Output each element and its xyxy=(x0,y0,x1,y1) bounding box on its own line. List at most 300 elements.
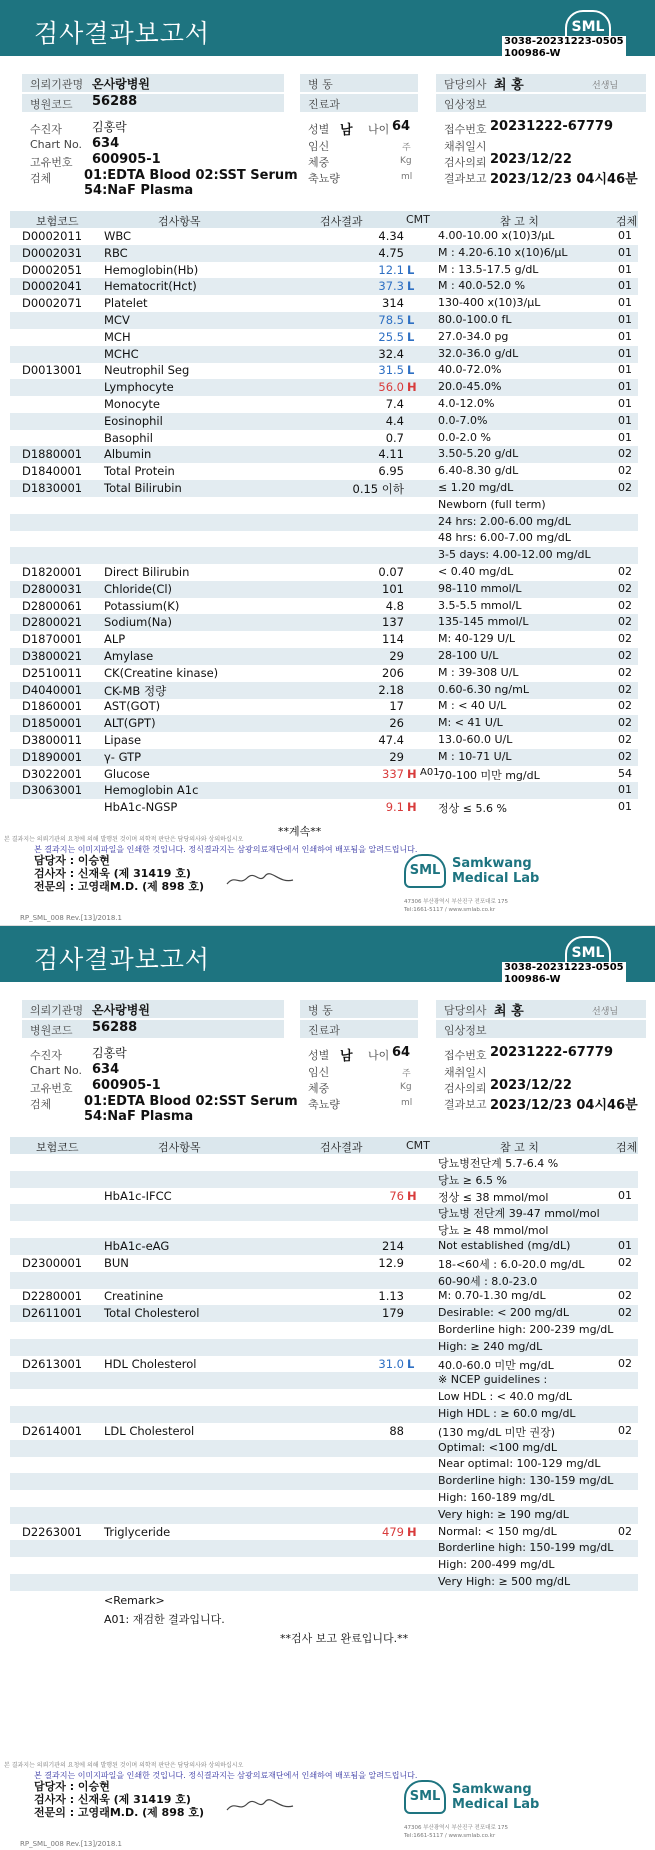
urine-unit: ml xyxy=(401,172,413,182)
specimen-label: 검체 xyxy=(30,1098,52,1111)
revision-label: RP_SML_008 Rev.[13]/2018.1 xyxy=(20,914,122,922)
row-result: 31.0 xyxy=(378,1356,404,1371)
urine-label: 축뇨량 xyxy=(308,172,340,185)
row-specimen: 02 xyxy=(618,464,632,478)
table-row xyxy=(10,1423,638,1440)
row-ref: M : 10-71 U/L xyxy=(438,749,512,763)
table-row xyxy=(10,614,638,631)
table-row xyxy=(10,1238,638,1255)
signature-icon xyxy=(225,1798,295,1814)
table-row xyxy=(10,480,638,497)
row-flag: L xyxy=(407,262,415,277)
table-row xyxy=(10,346,638,363)
chart-value: 634 xyxy=(92,136,120,151)
receipt-label: 접수번호 xyxy=(444,1049,487,1062)
row-item: HbA1c-eAG xyxy=(104,1239,170,1253)
row-ref: ≤ 1.20 mg/dL xyxy=(438,481,514,494)
row-result: 78.5 xyxy=(378,313,404,327)
row-item: HDL Cholesterol xyxy=(104,1356,197,1371)
specimen-value-1: 01:EDTA Blood 02:SST Serum xyxy=(84,1094,298,1109)
age-value: 64 xyxy=(392,119,411,134)
row-code: D1890001 xyxy=(22,749,83,764)
row-ref: 80.0-100.0 fL xyxy=(438,313,512,326)
urine-unit: ml xyxy=(401,1098,413,1108)
row-ref: 0.60-6.30 ng/mL xyxy=(438,682,529,696)
row-ref: M: 0.70-1.30 mg/dL xyxy=(438,1289,546,1303)
row-code: D2800061 xyxy=(22,598,83,613)
row-specimen: 54 xyxy=(618,766,632,780)
table-row xyxy=(10,1406,638,1423)
row-result: 6.95 xyxy=(378,464,404,479)
id-value: 600905-1 xyxy=(92,152,161,167)
row-code: D2800031 xyxy=(22,581,83,596)
samkwang-logo xyxy=(404,854,544,894)
row-specimen: 02 xyxy=(618,615,632,629)
row-item: Lymphocyte xyxy=(104,380,174,395)
sex-label: 성별 xyxy=(308,1049,330,1062)
row-result: 4.4 xyxy=(385,413,404,428)
table-row xyxy=(10,665,638,682)
doctor-value: 최 홍 xyxy=(494,78,524,93)
row-result: 26 xyxy=(389,716,404,731)
row-code: D4040001 xyxy=(22,682,83,697)
row-ref: Low HDL : < 40.0 mg/dL xyxy=(438,1390,572,1404)
row-item: RBC xyxy=(104,245,128,260)
clinical-label: 임상정보 xyxy=(444,1024,487,1037)
row-item: Sodium(Na) xyxy=(104,615,172,630)
table-row xyxy=(10,379,638,396)
row-specimen: 01 xyxy=(618,783,632,797)
table-row xyxy=(10,413,638,430)
pregnancy-label: 임신 xyxy=(308,140,330,153)
weight-label: 체중 xyxy=(308,1082,330,1095)
footer-notice: 본 결과지는 이미지파일을 인쇄한 것입니다. 정식결과지는 삼광의료재단에서 인쇄하여 배포됨을 알려드립니다. xyxy=(34,845,418,854)
table-row xyxy=(10,530,638,547)
row-ref: 0.0-7.0% xyxy=(438,413,488,427)
patient-info xyxy=(0,994,655,1124)
row-result: 37.3 xyxy=(378,279,404,294)
row-item: Direct Bilirubin xyxy=(104,565,190,579)
sex-value: 남 xyxy=(340,123,353,138)
row-item: MCH xyxy=(104,329,131,344)
table-row xyxy=(10,766,638,783)
row-flag: L xyxy=(407,313,415,327)
table-row xyxy=(10,1255,638,1272)
row-result: 32.4 xyxy=(378,346,404,361)
row-ref: 3.50-5.20 g/dL xyxy=(438,447,519,461)
row-specimen: 01 xyxy=(618,262,632,276)
examiner-line: 검사자 : 신재욱 (제 31419 호) xyxy=(34,867,191,880)
row-result: 56.0 xyxy=(378,380,404,395)
row-result: 4.75 xyxy=(378,245,404,260)
table-row xyxy=(10,1171,638,1188)
chart-value: 634 xyxy=(92,1062,120,1077)
row-specimen: 01 xyxy=(618,346,632,360)
table-row xyxy=(10,1154,638,1171)
table-row xyxy=(10,1440,638,1457)
table-row xyxy=(10,295,638,312)
age-label: 나이 xyxy=(368,1049,390,1062)
row-specimen: 02 xyxy=(618,1306,632,1320)
table-row xyxy=(10,1221,638,1238)
footer-signatures xyxy=(34,1780,204,1819)
row-result: 0.7 xyxy=(385,430,404,445)
inst-label: 의뢰기관명 xyxy=(30,78,84,91)
row-specimen: 02 xyxy=(618,598,632,612)
row-ref: Borderline high: 200-239 mg/dL xyxy=(438,1323,614,1336)
row-ref: M : 4.20-6.10 x(10)6/μL xyxy=(438,245,568,259)
row-result: 88 xyxy=(389,1423,404,1438)
id-label: 고유번호 xyxy=(30,1082,73,1095)
hosp-code-value: 56288 xyxy=(92,94,138,109)
sex-value: 남 xyxy=(340,1049,353,1064)
row-code: D3063001 xyxy=(22,783,83,798)
patient-info xyxy=(0,68,655,198)
remark-title: <Remark> xyxy=(104,1594,165,1607)
row-ref: Desirable: < 200 mg/dL xyxy=(438,1306,570,1320)
lab-name-1: Samkwang xyxy=(452,1782,532,1797)
table-row xyxy=(10,497,638,514)
row-code: D1880001 xyxy=(22,447,83,462)
row-item: Amylase xyxy=(104,649,154,663)
row-specimen: 01 xyxy=(618,1239,632,1252)
report-id-line1: 3038-20231223-0505 xyxy=(504,36,624,47)
footer-tiny-text: 본 결과지는 의뢰기관의 요청에 의해 발행된 것이며 의학적 판단은 담당의사와 상의하십시오 xyxy=(4,1762,244,1769)
table-row xyxy=(10,446,638,463)
report-value: 2023/12/23 04시46분 xyxy=(490,1098,638,1113)
row-specimen: 01 xyxy=(618,380,632,394)
collect-label: 채취일시 xyxy=(444,1066,487,1079)
table-row xyxy=(10,1490,638,1507)
row-ref: High: ≥ 240 mg/dL xyxy=(438,1339,543,1353)
id-label: 고유번호 xyxy=(30,156,73,169)
row-code: D3022001 xyxy=(22,766,83,781)
row-item: MCV xyxy=(104,313,130,327)
table-row xyxy=(10,228,638,245)
table-row xyxy=(10,547,638,564)
row-code: D2611001 xyxy=(22,1306,83,1321)
row-result: 29 xyxy=(389,649,404,663)
table-row xyxy=(10,749,638,766)
row-code: D1850001 xyxy=(22,716,83,731)
handler-line: 담당자 : 이승현 xyxy=(34,854,110,867)
table-row xyxy=(10,564,638,581)
footer-signatures xyxy=(34,854,204,893)
receipt-value: 20231222-67779 xyxy=(490,1045,613,1060)
signature-icon xyxy=(225,872,295,888)
table-row xyxy=(10,1288,638,1305)
row-ref: 60-90세 : 8.0-23.0 xyxy=(438,1274,538,1288)
sml-logo-icon: SML xyxy=(565,10,611,44)
address-line-1: 47306 부산광역시 부산진구 전포대로 175 xyxy=(404,1825,509,1831)
row-code: D1860001 xyxy=(22,699,83,714)
row-ref: 당뇨병전단계 5.7-6.4 % xyxy=(438,1157,559,1170)
table-row xyxy=(10,581,638,598)
inst-value: 온사랑병원 xyxy=(92,1003,150,1017)
row-flag: L xyxy=(407,1356,415,1371)
table-row xyxy=(10,682,638,699)
row-ref: 48 hrs: 6.00-7.00 mg/dL xyxy=(438,531,571,545)
report-label: 결과보고 xyxy=(444,172,487,185)
row-item: Potassium(K) xyxy=(104,598,180,613)
row-ref: (130 mg/dL 미만 권장) xyxy=(438,1425,556,1439)
row-item: ALP xyxy=(104,632,126,647)
row-code: D0002071 xyxy=(22,296,83,311)
specialist-line: 전문의 : 고영래M.D. (제 898 호) xyxy=(34,880,205,893)
table-row xyxy=(10,698,638,715)
row-ref: 70-100 미만 mg/dL xyxy=(438,768,540,782)
row-item: Glucose xyxy=(104,766,150,781)
handler-line: 담당자 : 이승현 xyxy=(34,1780,110,1793)
table-row xyxy=(10,1456,638,1473)
inst-value: 온사랑병원 xyxy=(92,77,150,91)
row-result: 137 xyxy=(382,615,404,630)
th-ref: 참 고 치 xyxy=(500,215,539,228)
row-ref: 20.0-45.0% xyxy=(438,380,502,394)
row-specimen: 01 xyxy=(618,296,632,310)
row-code: D2800021 xyxy=(22,615,83,630)
lab-name xyxy=(452,856,539,886)
row-ref: 정상 ≤ 38 mmol/mol xyxy=(438,1190,549,1204)
footer-notice: 본 결과지는 이미지파일을 인쇄한 것입니다. 정식결과지는 삼광의료재단에서 인쇄하여 배포됨을 알려드립니다. xyxy=(34,1771,418,1780)
weight-unit: Kg xyxy=(400,1082,412,1092)
sml-logo-icon: SML xyxy=(404,854,446,888)
table-row xyxy=(10,631,638,648)
row-ref: High: 160-189 mg/dL xyxy=(438,1491,555,1504)
lab-name xyxy=(452,1782,539,1812)
table-row xyxy=(10,278,638,295)
results-table-header xyxy=(10,211,638,228)
specimen-value-2: 54:NaF Plasma xyxy=(84,183,194,198)
row-ref: 98-110 mmol/L xyxy=(438,581,522,595)
row-specimen: 01 xyxy=(618,1188,632,1202)
table-row xyxy=(10,732,638,749)
row-flag: H xyxy=(407,1524,417,1539)
row-result: 29 xyxy=(389,749,404,764)
table-row xyxy=(10,1524,638,1541)
row-specimen: 02 xyxy=(618,481,632,494)
doctor-label: 담당의사 xyxy=(444,1004,487,1017)
row-code: D2510011 xyxy=(22,665,83,680)
specimen-label: 검체 xyxy=(30,172,52,185)
row-result: 179 xyxy=(382,1306,404,1321)
th-result: 검사결과 xyxy=(320,1141,363,1154)
row-item: Creatinine xyxy=(104,1289,164,1304)
row-item: Eosinophil xyxy=(104,413,163,428)
table-row xyxy=(10,329,638,346)
pregnancy-label: 임신 xyxy=(308,1066,330,1079)
row-specimen: 02 xyxy=(618,1423,632,1437)
row-result: 31.5 xyxy=(378,363,404,378)
row-result: 0.15 이하 xyxy=(352,482,404,496)
row-ref: 40.0-72.0% xyxy=(438,363,502,377)
table-row xyxy=(10,463,638,480)
row-ref: 당뇨 ≥ 48 mmol/mol xyxy=(438,1224,549,1238)
report-id-line1: 3038-20231223-0505 xyxy=(504,962,624,973)
row-ref: 4.00-10.00 x(10)3/μL xyxy=(438,229,555,242)
chart-label: Chart No. xyxy=(30,138,82,151)
row-flag: L xyxy=(407,363,415,378)
row-result: 76 xyxy=(389,1188,404,1203)
sml-logo-icon: SML xyxy=(404,1780,446,1814)
row-item: MCHC xyxy=(104,346,139,361)
row-item: Chloride(Cl) xyxy=(104,581,173,596)
row-result: 479 xyxy=(382,1524,404,1539)
row-flag: H xyxy=(407,380,417,395)
row-code: D2614001 xyxy=(22,1423,83,1438)
doctor-value: 최 홍 xyxy=(494,1004,524,1019)
row-item: Total Protein xyxy=(104,464,175,479)
row-item: CK-MB 정량 xyxy=(104,683,167,698)
pregnancy-unit: 주 xyxy=(402,1069,411,1079)
row-code: D1840001 xyxy=(22,464,83,479)
report-complete-note: **검사 보고 완료입니다.** xyxy=(280,1632,409,1645)
row-ref: Borderline high: 150-199 mg/dL xyxy=(438,1541,614,1555)
id-value: 600905-1 xyxy=(92,1078,161,1093)
row-result: 101 xyxy=(382,581,404,596)
row-ref: M : 13.5-17.5 g/dL xyxy=(438,262,539,276)
address-line-2: Tel:1661-5117 / www.smlab.co.kr xyxy=(404,1833,496,1839)
report-id xyxy=(502,962,626,986)
row-result: 314 xyxy=(382,296,404,311)
row-code: D3800021 xyxy=(22,649,83,663)
row-flag: H xyxy=(407,800,417,815)
row-ref: M : 40.0-52.0 % xyxy=(438,279,526,293)
row-code: D1830001 xyxy=(22,481,83,495)
row-specimen: 01 xyxy=(618,329,632,343)
row-ref: M : 39-308 U/L xyxy=(438,665,519,679)
row-specimen: 02 xyxy=(618,699,632,713)
row-ref: Optimal: <100 mg/dL xyxy=(438,1440,557,1454)
row-item: HbA1c-NGSP xyxy=(104,800,178,815)
row-ref: 27.0-34.0 pg xyxy=(438,329,509,343)
row-specimen: 01 xyxy=(618,397,632,410)
row-ref: Newborn (full term) xyxy=(438,497,546,511)
th-cmt: CMT xyxy=(406,213,430,226)
row-cmt: A01 xyxy=(420,766,440,778)
continue-note: **계속** xyxy=(278,825,322,838)
row-specimen: 01 xyxy=(618,363,632,377)
doctor-label: 담당의사 xyxy=(444,78,487,91)
row-item: Hemoglobin(Hb) xyxy=(104,262,199,277)
results-table-header xyxy=(10,1137,638,1154)
dept-label: 진료과 xyxy=(308,98,340,111)
revision-label: RP_SML_008 Rev.[13]/2018.1 xyxy=(20,1840,122,1848)
address-line-2: Tel:1661-5117 / www.smlab.co.kr xyxy=(404,907,496,913)
row-specimen: 02 xyxy=(618,682,632,696)
report-page-2 xyxy=(0,925,655,1850)
row-result: 206 xyxy=(382,665,404,680)
lab-name-1: Samkwang xyxy=(452,856,532,871)
footer-tiny-text: 본 결과지는 의뢰기관의 요청에 의해 발행된 것이며 의학적 판단은 담당의사와 상의하십시오 xyxy=(4,836,244,843)
row-result: 7.4 xyxy=(385,397,404,411)
row-item: Platelet xyxy=(104,296,148,311)
row-specimen: 02 xyxy=(618,1524,632,1538)
row-flag: H xyxy=(407,766,417,781)
row-result: 4.8 xyxy=(385,598,404,613)
name-label: 수진자 xyxy=(30,123,62,136)
row-specimen: 02 xyxy=(618,1356,632,1370)
report-value: 2023/12/23 04시46분 xyxy=(490,172,638,187)
table-row xyxy=(10,1389,638,1406)
th-cmt: CMT xyxy=(406,1139,430,1152)
row-ref: 정상 ≤ 5.6 % xyxy=(438,802,507,816)
table-row xyxy=(10,514,638,531)
specimen-value-2: 54:NaF Plasma xyxy=(84,1109,194,1124)
row-item: ALT(GPT) xyxy=(104,716,156,731)
row-ref: High: 200-499 mg/dL xyxy=(438,1558,555,1572)
sml-logo-icon: SML xyxy=(565,936,611,970)
row-specimen: 02 xyxy=(618,447,632,461)
row-ref: Very High: ≥ 500 mg/dL xyxy=(438,1575,571,1588)
row-code: D0002031 xyxy=(22,245,83,260)
lab-name-2: Medical Lab xyxy=(452,1797,540,1812)
row-code: D2263001 xyxy=(22,1524,83,1539)
table-row xyxy=(10,1372,638,1389)
collect-label: 채취일시 xyxy=(444,140,487,153)
row-result: 0.07 xyxy=(378,565,404,579)
row-code: D3800011 xyxy=(22,733,83,747)
row-ref: Borderline high: 130-159 mg/dL xyxy=(438,1474,614,1488)
row-ref: 24 hrs: 2.00-6.00 mg/dL xyxy=(438,514,571,528)
row-ref: 당뇨 ≥ 6.5 % xyxy=(438,1173,507,1187)
row-ref: 4.0-12.0% xyxy=(438,397,495,410)
th-code: 보험코드 xyxy=(36,215,79,228)
specimen-value-1: 01:EDTA Blood 02:SST Serum xyxy=(84,168,298,183)
row-specimen: 02 xyxy=(618,565,632,578)
row-code: D2300001 xyxy=(22,1255,83,1270)
row-result: 2.18 xyxy=(378,682,404,697)
row-result: 12.1 xyxy=(378,262,404,277)
sex-label: 성별 xyxy=(308,123,330,136)
row-specimen: 01 xyxy=(618,245,632,259)
chart-label: Chart No. xyxy=(30,1064,82,1077)
row-ref: M: 40-129 U/L xyxy=(438,632,516,646)
row-item: LDL Cholesterol xyxy=(104,1423,195,1438)
hosp-code-value: 56288 xyxy=(92,1020,138,1035)
row-ref: 3.5-5.5 mmol/L xyxy=(438,598,522,612)
table-row xyxy=(10,598,638,615)
table-row xyxy=(10,1339,638,1356)
report-id-line2: 100986-W xyxy=(504,974,561,985)
row-item: HbA1c-IFCC xyxy=(104,1188,172,1203)
row-specimen: 02 xyxy=(618,733,632,746)
row-result: 337 xyxy=(382,766,404,781)
ward-label: 병 동 xyxy=(308,1004,333,1017)
row-ref: < 0.40 mg/dL xyxy=(438,565,514,578)
lab-address xyxy=(404,1824,508,1840)
row-ref: 6.40-8.30 g/dL xyxy=(438,464,519,478)
clinical-label: 임상정보 xyxy=(444,98,487,111)
row-item: Albumin xyxy=(104,447,152,462)
inst-label: 의뢰기관명 xyxy=(30,1004,84,1017)
row-item: Neutrophil Seg xyxy=(104,363,190,378)
row-ref: 13.0-60.0 U/L xyxy=(438,733,513,746)
table-row xyxy=(10,1507,638,1524)
row-code: D0002051 xyxy=(22,262,83,277)
report-title: 검사결과보고서 xyxy=(34,945,211,974)
row-item: CK(Creatine kinase) xyxy=(104,665,219,680)
row-result: 4.11 xyxy=(378,447,404,462)
row-ref: High HDL : ≥ 60.0 mg/dL xyxy=(438,1407,576,1420)
row-flag: L xyxy=(407,279,415,294)
th-ref: 참 고 치 xyxy=(500,1141,539,1154)
row-result: 25.5 xyxy=(378,329,404,344)
row-item: Monocyte xyxy=(104,397,160,411)
table-row xyxy=(10,1305,638,1322)
row-ref: Not established (mg/dL) xyxy=(438,1239,571,1252)
table-row xyxy=(10,1473,638,1490)
